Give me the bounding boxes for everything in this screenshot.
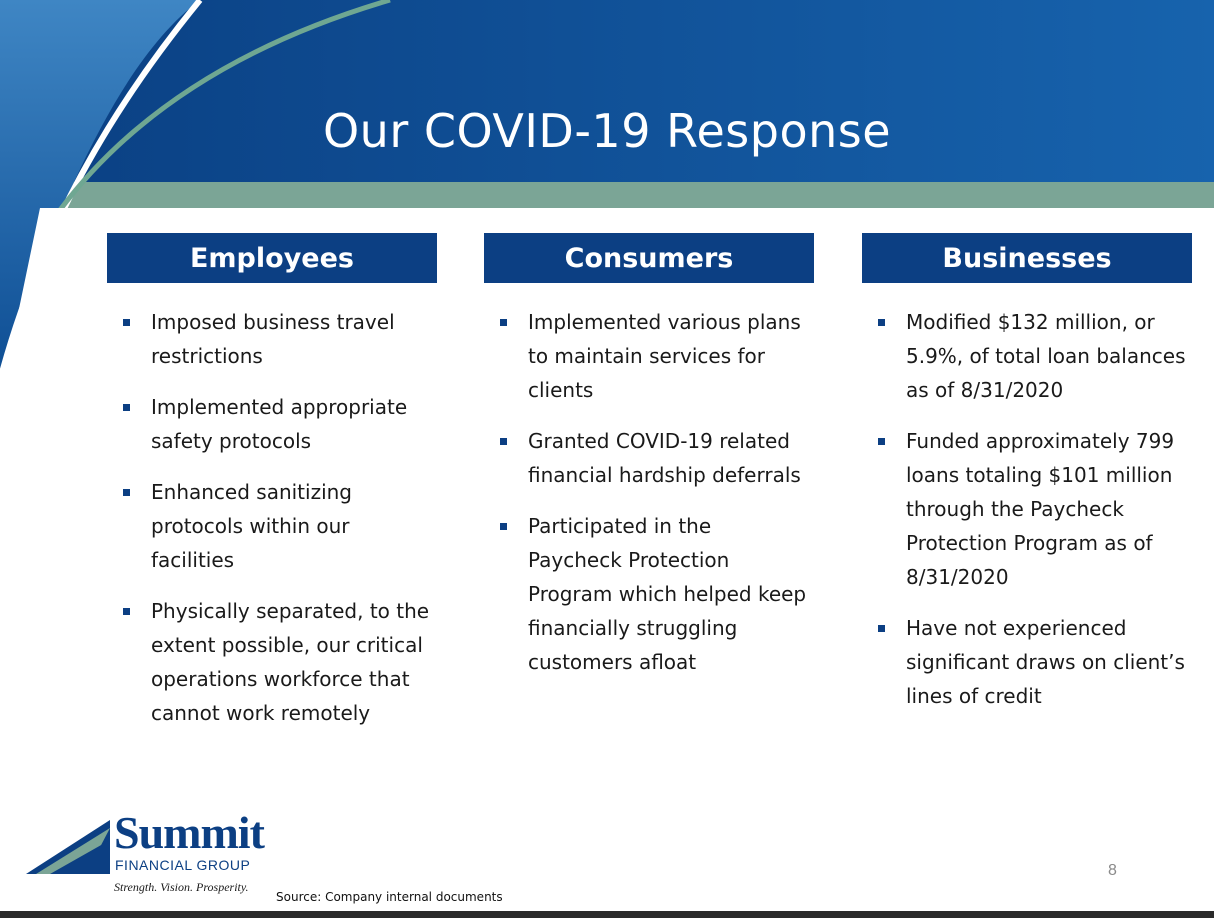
source-note: Source: Company internal documents bbox=[276, 890, 503, 904]
bullet-text: Granted COVID-19 related financial hardship deferrals bbox=[528, 429, 801, 487]
bullet-text: Have not experienced significant draws on client’s lines of credit bbox=[906, 616, 1185, 708]
bullet-text: Implemented appropriate safety protocols bbox=[151, 395, 408, 453]
slide-title: Our COVID-19 Response bbox=[322, 104, 892, 158]
logo-subtitle: FINANCIAL GROUP bbox=[115, 857, 251, 873]
bottom-bar bbox=[0, 911, 1214, 918]
bullet-text: Physically separated, to the extent possible, our critical operations workforce that cannot work remotely bbox=[151, 599, 430, 725]
bullet-square-icon bbox=[123, 489, 130, 496]
bullet-item bbox=[484, 509, 814, 679]
company-logo bbox=[26, 807, 266, 902]
column-employees bbox=[107, 233, 437, 747]
bullet-text: Participated in the Paycheck Protection Program which helped keep financially struggling customers afloat bbox=[528, 514, 807, 674]
column-header-employees: Employees bbox=[107, 233, 437, 283]
bullet-item bbox=[484, 305, 814, 407]
bullet-item bbox=[484, 424, 814, 492]
logo-name: Summit bbox=[114, 807, 264, 858]
bullet-text: Implemented various plans to maintain services for clients bbox=[528, 310, 801, 402]
column-businesses bbox=[862, 233, 1192, 730]
column-header-businesses: Businesses bbox=[862, 233, 1192, 283]
logo-tagline: Strength. Vision. Prosperity. bbox=[114, 880, 249, 894]
bullet-item bbox=[107, 390, 437, 458]
bullet-item bbox=[107, 594, 437, 730]
page-number: 8 bbox=[1108, 862, 1117, 879]
bullet-square-icon bbox=[500, 523, 507, 530]
column-consumers bbox=[484, 233, 814, 696]
bullet-item bbox=[107, 475, 437, 577]
bullet-text: Enhanced sanitizing protocols within our facilities bbox=[151, 480, 353, 572]
bullet-square-icon bbox=[123, 404, 130, 411]
bullet-square-icon bbox=[123, 608, 130, 615]
bullet-list-consumers bbox=[484, 283, 814, 679]
bullet-text: Imposed business travel restrictions bbox=[151, 310, 395, 368]
bullet-square-icon bbox=[878, 319, 885, 326]
bullet-square-icon bbox=[500, 319, 507, 326]
mountain-logo-icon bbox=[26, 816, 116, 876]
bullet-text: Funded approximately 799 loans totaling $101 million through the Paycheck Protection Program as of 8/31/2020 bbox=[906, 429, 1175, 589]
bullet-square-icon bbox=[123, 319, 130, 326]
bullet-item bbox=[107, 305, 437, 373]
bullet-list-businesses bbox=[862, 283, 1192, 713]
column-header-consumers: Consumers bbox=[484, 233, 814, 283]
bullet-square-icon bbox=[500, 438, 507, 445]
bullet-item bbox=[862, 305, 1192, 407]
bullet-square-icon bbox=[878, 438, 885, 445]
bullet-text: Modified $132 million, or 5.9%, of total loan balances as of 8/31/2020 bbox=[906, 310, 1186, 402]
bullet-item bbox=[862, 611, 1192, 713]
bullet-square-icon bbox=[878, 625, 885, 632]
bullet-list-employees bbox=[107, 283, 437, 730]
bullet-item bbox=[862, 424, 1192, 594]
